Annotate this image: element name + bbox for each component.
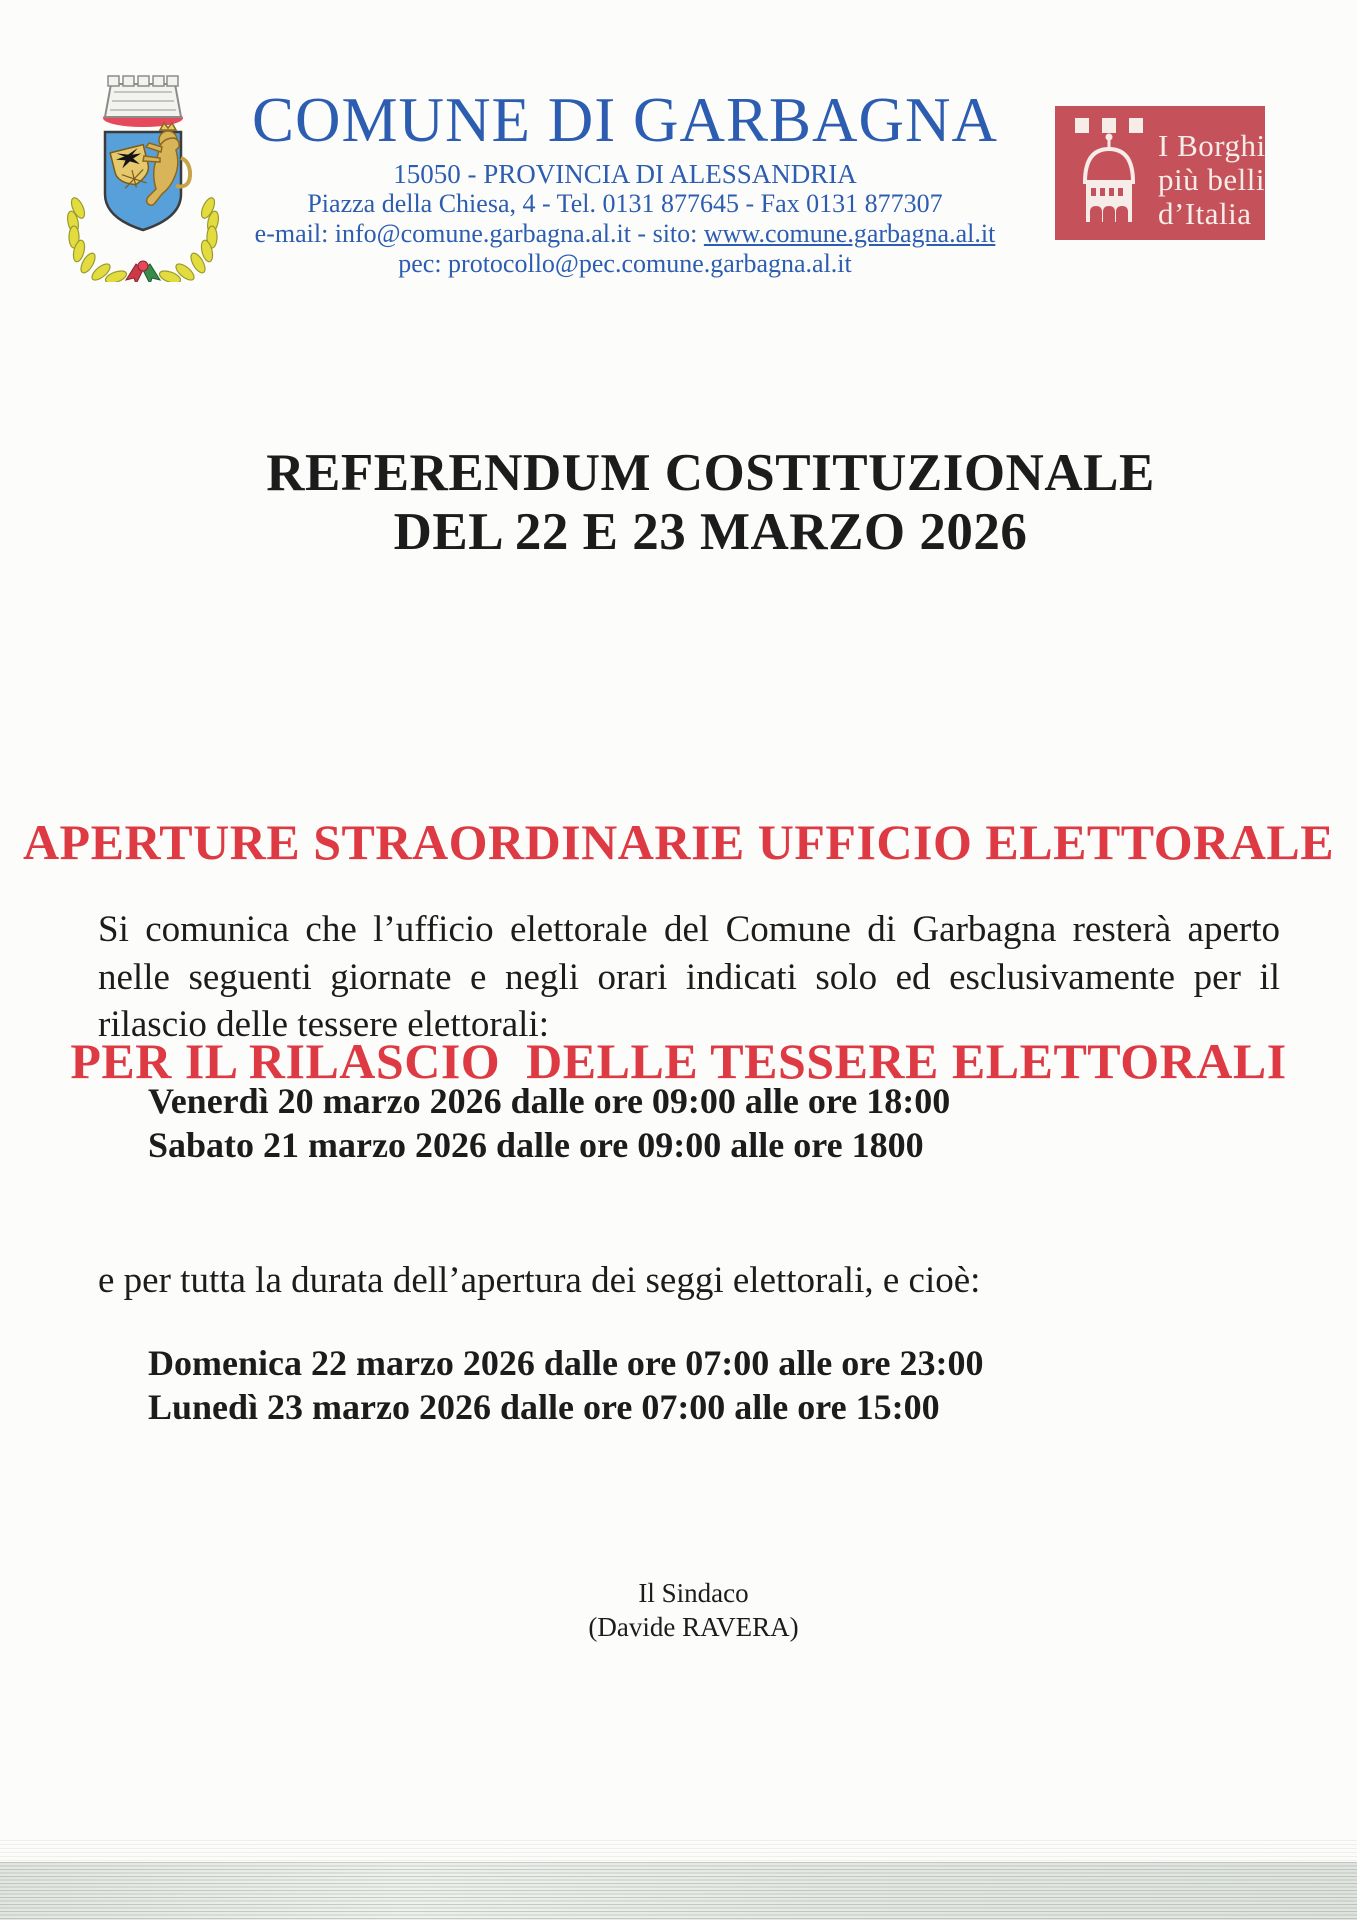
pre-poll-schedule — [148, 1079, 950, 1167]
schedule-line: Lunedì 23 marzo 2026 dalle ore 07:00 alle ore 15:00 — [148, 1387, 940, 1427]
letterhead — [205, 85, 1045, 278]
signature-block — [0, 1576, 1357, 1644]
schedule-line: Domenica 22 marzo 2026 dalle ore 07:00 alle ore 23:00 — [148, 1343, 984, 1383]
scan-artifact-band — [0, 1862, 1357, 1920]
badge-text-line2: più belli — [1158, 162, 1265, 197]
schedule-line: Sabato 21 marzo 2026 dalle ore 09:00 alle ore 1800 — [148, 1125, 924, 1165]
document-title — [0, 444, 1357, 562]
notice-heading-line-1: APERTURE STRAORDINARIE UFFICIO ELETTORALE — [22, 814, 1335, 870]
signature-role: Il Sindaco — [638, 1578, 749, 1608]
municipality-name: COMUNE DI GARBAGNA — [251, 85, 998, 155]
badge-text-line3: d’Italia — [1158, 196, 1252, 231]
pec-line: pec: protocollo@pec.comune.garbagna.al.it — [398, 249, 852, 278]
site-url-link: www.comune.garbagna.al.it — [703, 219, 996, 248]
email-text: e-mail: info@comune.garbagna.al.it - sito: — [254, 219, 704, 248]
scan-artifact-band-faint — [0, 1840, 1357, 1862]
intro-paragraph: Si comunica che l’ufficio elettorale del Comune di Garbagna resterà aperto nelle seguenti giornate e negli orari indicati solo ed esclusivamente per il rilascio delle tessere elettorali: — [98, 909, 1280, 1045]
polls-intro-line: e per tutta la durata dell’apertura dei seggi elettorali, e cioè: — [98, 1260, 981, 1301]
notice-heading-line-2: PER IL RILASCIO DELLE TESSERE ELETTORALI — [70, 1033, 1287, 1089]
title-line-2: DEL 22 E 23 MARZO 2026 — [393, 503, 1028, 561]
address-line: Piazza della Chiesa, 4 - Tel. 0131 877645 - Fax 0131 877307 — [307, 189, 943, 218]
mural-crown-icon — [103, 76, 183, 127]
poll-days-schedule — [148, 1341, 984, 1429]
ribbon-icon — [126, 261, 160, 282]
province-line: 15050 - PROVINCIA DI ALESSANDRIA — [393, 159, 857, 189]
battlement-icon — [1075, 118, 1143, 133]
borghi-piu-belli-badge — [1055, 106, 1265, 240]
badge-text-line1: I Borghi — [1158, 128, 1265, 163]
email-site-line — [205, 220, 1045, 248]
schedule-line: Venerdì 20 marzo 2026 dalle ore 09:00 alle ore 18:00 — [148, 1081, 951, 1121]
signature-name: (Davide RAVERA) — [588, 1612, 799, 1642]
title-line-1: REFERENDUM COSTITUZIONALE — [266, 444, 1155, 502]
